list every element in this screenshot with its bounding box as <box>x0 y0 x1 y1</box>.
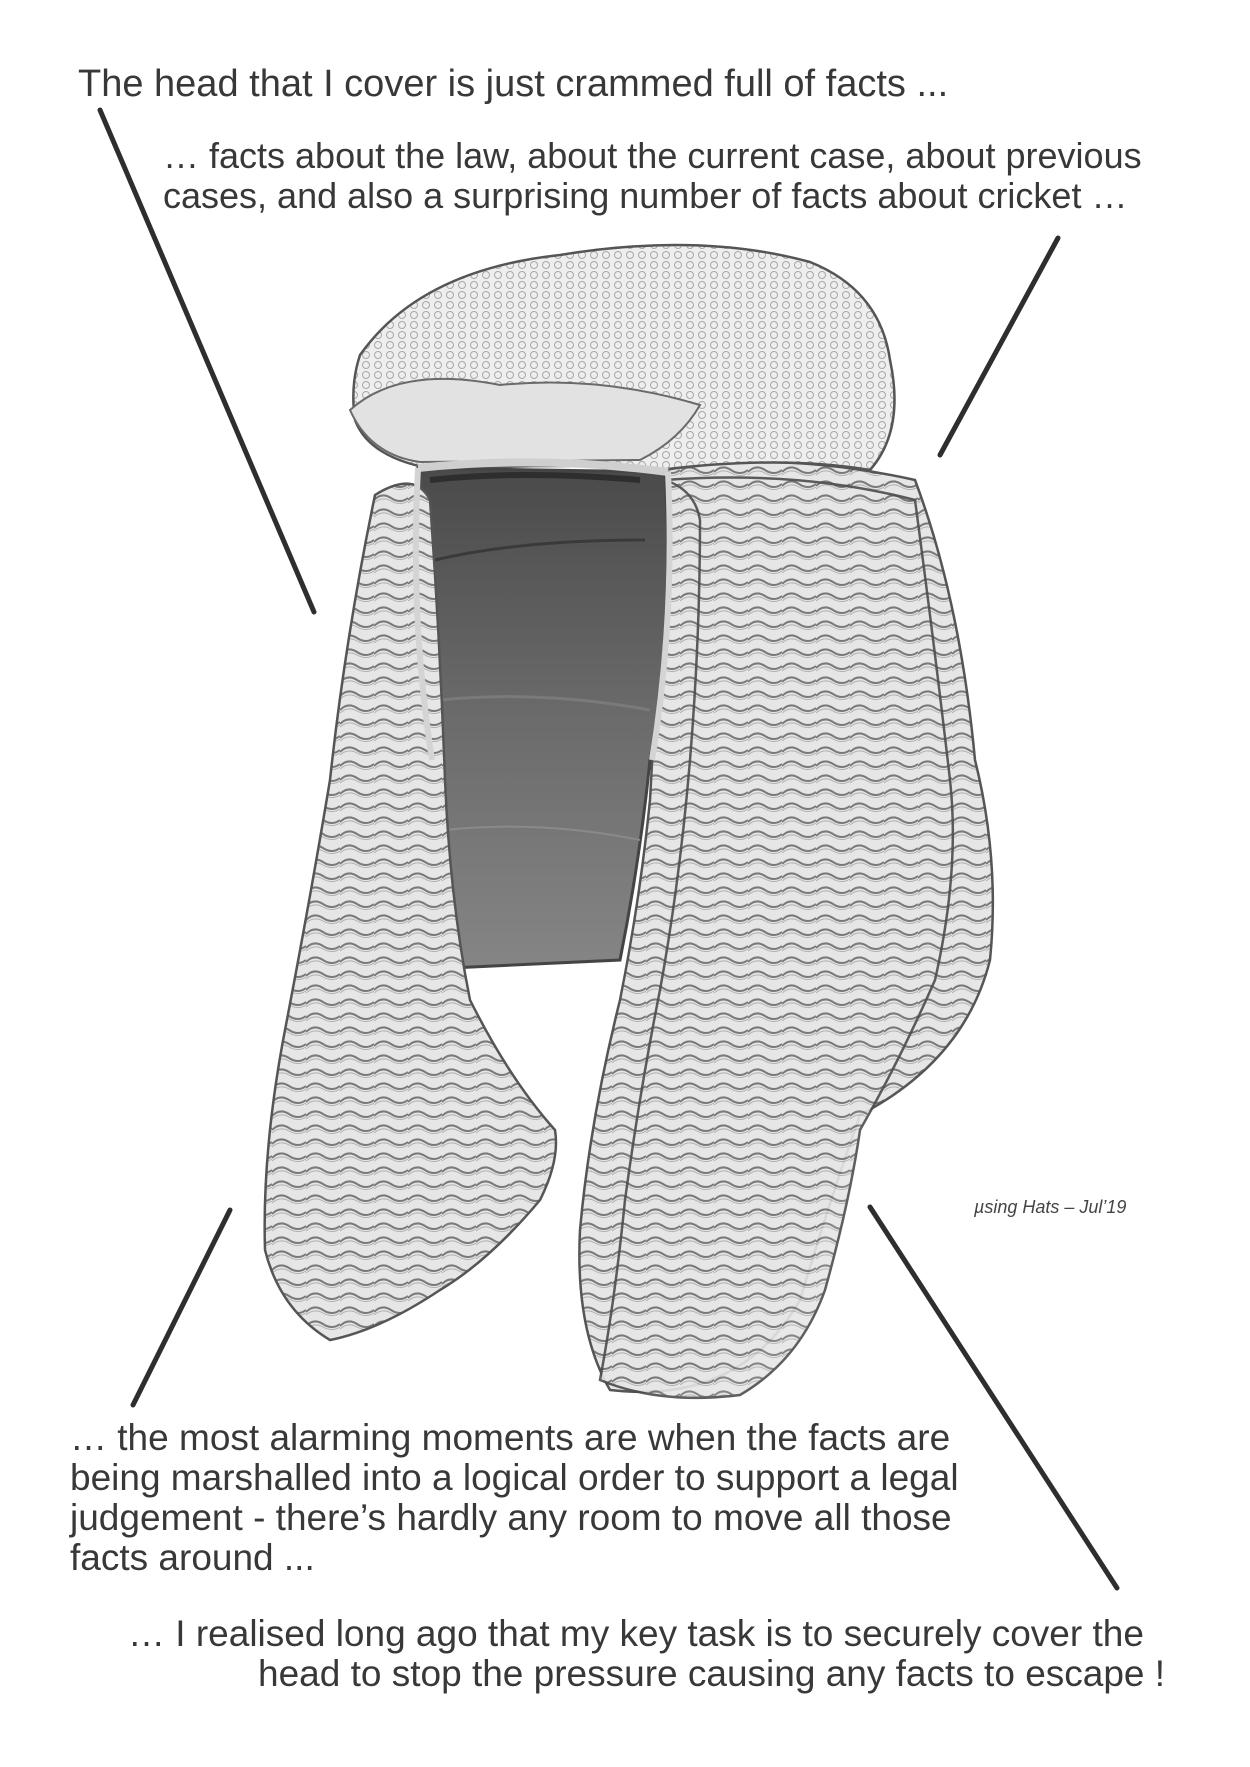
caption-bottom-left <box>70 1418 959 1578</box>
caption-line: head to stop the pressure causing any facts to escape ! <box>258 1653 1166 1694</box>
caption-line: … I realised long ago that my key task is to securely cover the <box>128 1613 1144 1654</box>
wig-front-roll <box>350 379 700 462</box>
caption-line: being marshalled into a logical order to support a legal <box>70 1457 959 1498</box>
caption-line: … facts about the law, about the current case, about previous <box>163 135 1142 176</box>
pointer-line-top-right <box>940 238 1058 455</box>
caption-line: judgement - there’s hardly any room to move all those <box>70 1497 952 1538</box>
caption-top-right <box>163 136 1142 216</box>
caption-line: cases, and also a surprising number of facts about cricket … <box>163 175 1128 216</box>
caption-top-left: The head that I cover is just crammed full of facts ... <box>78 63 949 105</box>
pointer-line-bottom-left <box>133 1210 230 1405</box>
caption-line: … the most alarming moments are when the facts are <box>70 1417 951 1458</box>
caption-line: facts around ... <box>70 1537 315 1578</box>
caption-bottom-right <box>128 1614 1165 1694</box>
artist-signature: µsing Hats – Jul’19 <box>974 1197 1127 1217</box>
